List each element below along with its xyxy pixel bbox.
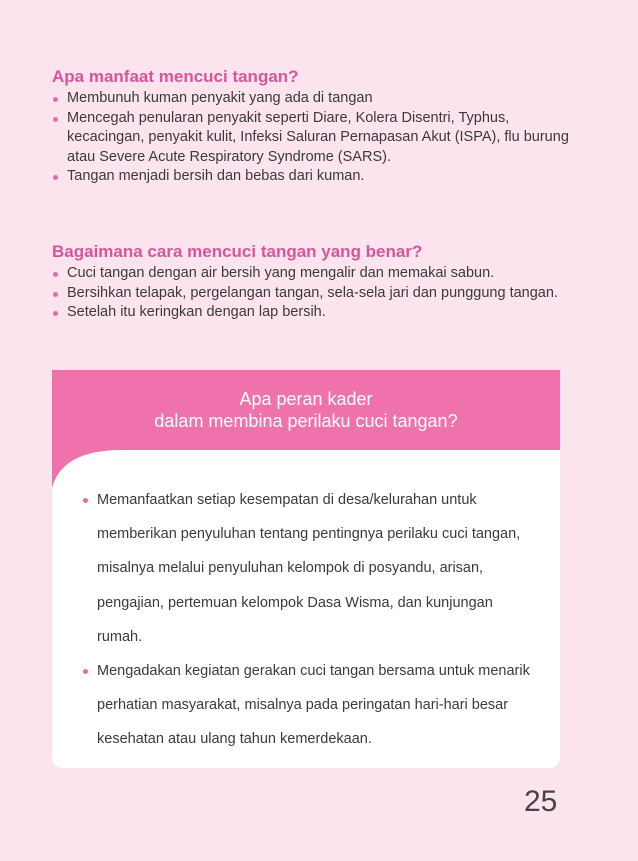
manfaat-list: [52, 89, 572, 187]
list-item: Membunuh kuman penyakit yang ada di tangan: [52, 89, 572, 109]
section-manfaat: [52, 66, 572, 187]
card-title-line-1: Apa peran kader: [239, 389, 373, 409]
page-number: 25: [524, 785, 558, 818]
card-title: [52, 388, 560, 432]
section-cara: [52, 241, 572, 323]
kader-role-card: [52, 370, 560, 768]
list-item: Memanfaatkan setiap kesempatan di desa/kelurahan untuk memberikan penyuluhan tentang pentingnya perilaku cuci tangan, misalnya melalui penyuluhan kelompok di posyandu, arisan, pengajian, pertemuan kelompok Dasa Wisma, dan kunjungan rumah.: [82, 483, 538, 654]
kader-role-list: [82, 483, 538, 757]
card-title-line-2: dalam membina perilaku cuci tangan?: [154, 411, 458, 431]
list-item: Bersihkan telapak, pergelangan tangan, sela-sela jari dan punggung tangan.: [52, 284, 572, 304]
list-item: Mencegah penularan penyakit seperti Diare, Kolera Disentri, Typhus, kecacingan, penyakit kulit, Infeksi Saluran Pernapasan Akut (ISPA), flu burung atau Severe Acute Respiratory Syndrome (SARS).: [52, 109, 572, 168]
list-item: Mengadakan kegiatan gerakan cuci tangan bersama untuk menarik perhatian masyarakat, misalnya pada peringatan hari-hari besar kesehatan atau ulang tahun kemerdekaan.: [82, 654, 538, 757]
list-item: Setelah itu keringkan dengan lap bersih.: [52, 303, 572, 323]
section-heading-manfaat: Apa manfaat mencuci tangan?: [52, 67, 299, 86]
cara-list: [52, 264, 572, 323]
section-heading-cara: Bagaimana cara mencuci tangan yang benar?: [52, 242, 423, 261]
list-item: Tangan menjadi bersih dan bebas dari kuman.: [52, 167, 572, 187]
list-item: Cuci tangan dengan air bersih yang mengalir dan memakai sabun.: [52, 264, 572, 284]
